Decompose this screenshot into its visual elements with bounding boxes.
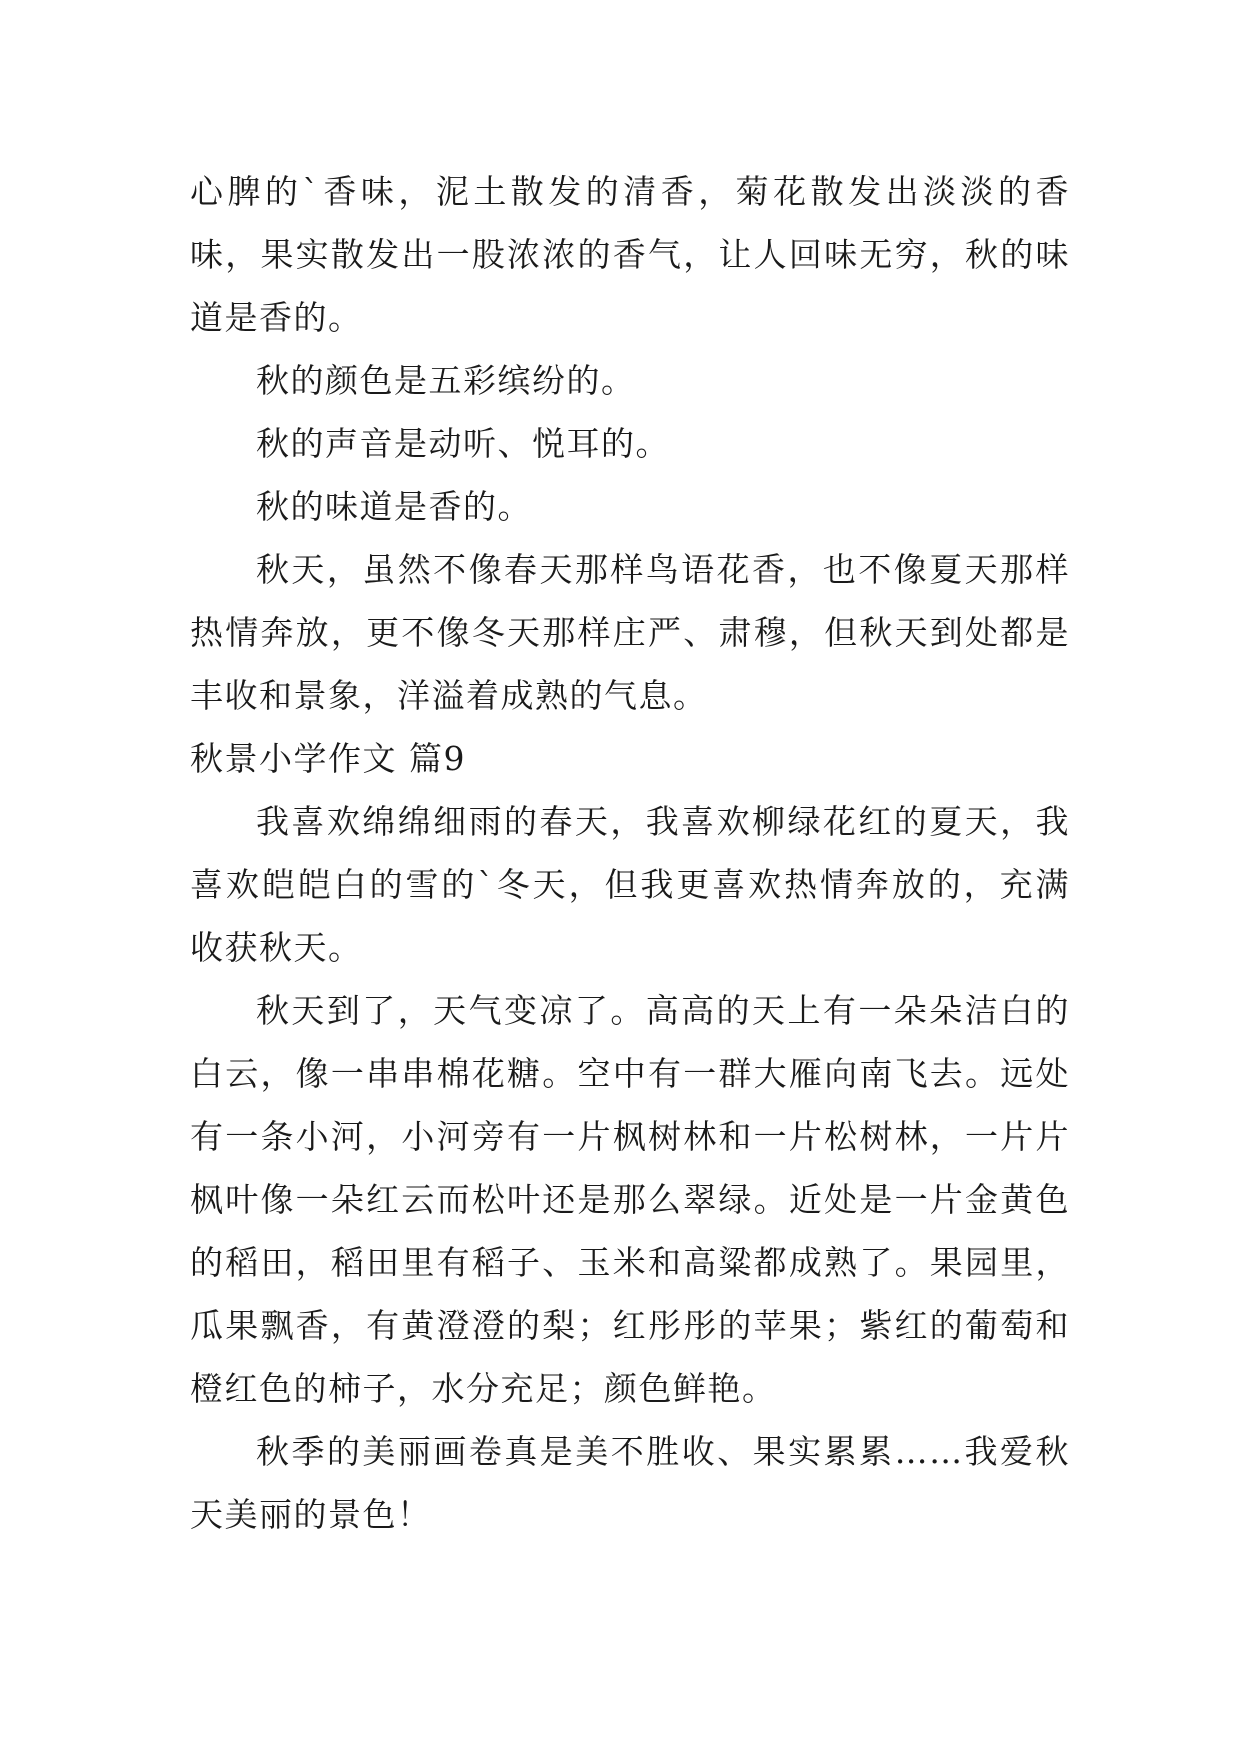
paragraph-3: 秋的声音是动听、悦耳的。: [256, 424, 670, 463]
paragraph-7: 秋天到了，天气变凉了。高高的天上有一朵朵洁白的白云，像一串串棉花糖。空中有一群大雁向南飞去。远处有一条小河，小河旁有一片枫树林和一片松树林，一片片枫叶像一朵红云而松叶还是那么翠绿。近处是一片金黄色的稻田，稻田里有稻子、玉米和高粱都成熟了。果园里，瓜果飘香，有黄澄澄的梨；红彤彤的苹果；紫红的葡萄和橙红色的柿子，水分充足；颜色鲜艳。: [190, 991, 1070, 1408]
paragraph-2: 秋的颜色是五彩缤纷的。: [256, 361, 636, 400]
paragraph-8: 秋季的美丽画卷真是美不胜收、果实累累……我爱秋天美丽的景色！: [190, 1432, 1070, 1534]
essay-body: [190, 160, 1070, 1546]
paragraph-1: 心脾的`香味，泥土散发的清香，菊花散发出淡淡的香味，果实散发出一股浓浓的香气，让人回味无穷，秋的味道是香的。: [190, 172, 1070, 337]
section-heading: 秋景小学作文 篇9: [190, 739, 466, 778]
paragraph-6: 我喜欢绵绵细雨的春天，我喜欢柳绿花红的夏天，我喜欢皑皑白的雪的`冬天，但我更喜欢热情奔放的，充满收获秋天。: [190, 802, 1070, 967]
paragraph-4: 秋的味道是香的。: [256, 487, 532, 526]
paragraph-5: 秋天，虽然不像春天那样鸟语花香，也不像夏天那样热情奔放，更不像冬天那样庄严、肃穆，但秋天到处都是丰收和景象，洋溢着成熟的气息。: [190, 550, 1070, 715]
